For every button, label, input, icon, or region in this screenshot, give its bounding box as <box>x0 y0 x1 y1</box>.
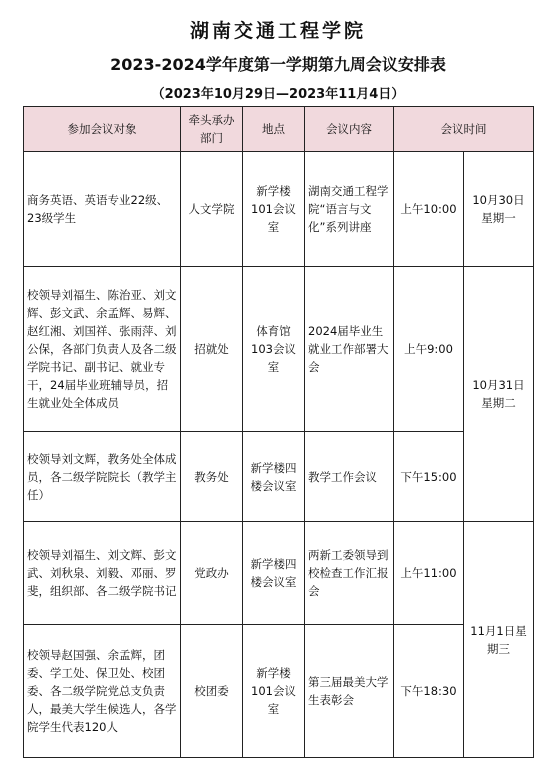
participants-cell: 商务英语、英语专业22级、23级学生 <box>24 152 181 267</box>
location-cell: 新学楼101会议室 <box>243 625 305 758</box>
header-department: 牵头承办部门 <box>181 107 243 152</box>
location-cell: 新学楼101会议室 <box>243 152 305 267</box>
department-cell: 党政办 <box>181 522 243 625</box>
participants-cell: 校领导赵国强、余孟辉，团委、学工处、保卫处、校团委、各二级学院党总支负责人，最美大学生候选人，各学院学生代表120人 <box>24 625 181 758</box>
hour-cell: 上午10:00 <box>394 152 464 267</box>
content-cell: 两新工委领导到校检查工作汇报会 <box>305 522 394 625</box>
header-time: 会议时间 <box>394 107 534 152</box>
participants-cell: 校领导刘福生、陈治亚、刘文辉、彭文武、余孟辉、易辉、赵红湘、刘国祥、张雨萍、刘公保，各部门负责人及各二级学院书记、副书记、就业专干，24届毕业班辅导员，招生就业处全体成员 <box>24 267 181 432</box>
table-row <box>24 267 534 432</box>
participants-cell: 校领导刘文辉，教务处全体成员，各二级学院院长（教学主任） <box>24 432 181 522</box>
hour-cell: 上午9:00 <box>394 267 464 432</box>
table-row <box>24 522 534 625</box>
day-cell: 10月30日星期一 <box>464 152 534 267</box>
table-header-row <box>24 107 534 152</box>
header-participants: 参加会议对象 <box>24 107 181 152</box>
content-cell: 教学工作会议 <box>305 432 394 522</box>
school-name: 湖南交通工程学院 <box>189 20 366 42</box>
table-row <box>24 152 534 267</box>
table-row <box>24 432 534 522</box>
hour-cell: 下午18:30 <box>394 625 464 758</box>
hour-cell: 上午11:00 <box>394 522 464 625</box>
department-cell: 人文学院 <box>181 152 243 267</box>
header-location: 地点 <box>243 107 305 152</box>
department-cell: 教务处 <box>181 432 243 522</box>
content-cell: 2024届毕业生就业工作部署大会 <box>305 267 394 432</box>
department-cell: 招就处 <box>181 267 243 432</box>
day-cell: 11月1日星期三 <box>464 522 534 758</box>
meeting-schedule-table <box>23 106 534 758</box>
location-cell: 新学楼四楼会议室 <box>243 432 305 522</box>
date-range: （2023年10月29日—2023年11月4日） <box>151 87 405 102</box>
location-cell: 体育馆103会议室 <box>243 267 305 432</box>
hour-cell: 下午15:00 <box>394 432 464 522</box>
table-row <box>24 625 534 758</box>
participants-cell: 校领导刘福生、刘文辉、彭文武、刘秋泉、刘毅、邓丽、罗斐，组织部、各二级学院书记 <box>24 522 181 625</box>
day-cell: 10月31日星期二 <box>464 267 534 522</box>
document-title: 2023-2024学年度第一学期第九周会议安排表 <box>110 55 446 74</box>
content-cell: 第三届最美大学生表彰会 <box>305 625 394 758</box>
location-cell: 新学楼四楼会议室 <box>243 522 305 625</box>
department-cell: 校团委 <box>181 625 243 758</box>
header-content: 会议内容 <box>305 107 394 152</box>
content-cell: 湖南交通工程学院“语言与文化”系列讲座 <box>305 152 394 267</box>
